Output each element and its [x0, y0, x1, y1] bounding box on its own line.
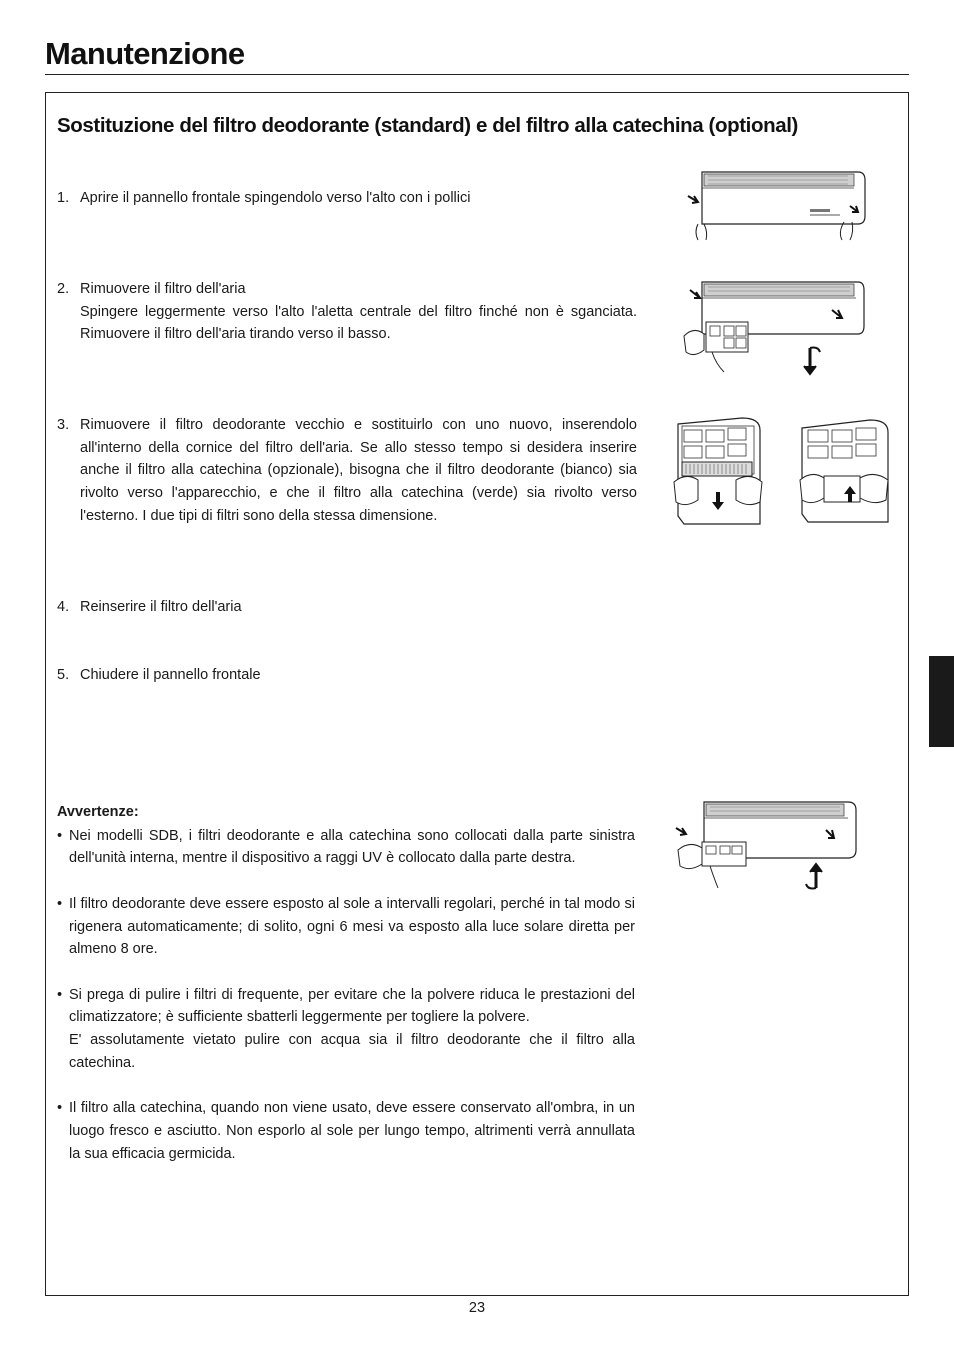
title-rule [45, 74, 909, 75]
step-text: Aprire il pannello frontale spingendolo verso l'alto con i pollici [80, 190, 471, 206]
warning-text: Si prega di pulire i filtri di frequente, per evitare che la polvere riduca le prestazioni del climatizzatore; è sufficiente sbatterli leggermente per togliere la polvere. [69, 986, 635, 1026]
step-number: 5. [57, 667, 70, 683]
figure-filter-insert-up [798, 418, 894, 528]
step-lead: Rimuovere il filtro deodorante vecchio e sostituirlo con uno nuovo, [80, 417, 553, 433]
warning-extra-text: E' assolutamente vietato pulire con acqua sia il filtro deodorante che il filtro alla catechina. [69, 1032, 635, 1071]
step-text: Reinserire il filtro dell'aria [80, 599, 242, 615]
step-3 [57, 414, 637, 528]
step-1 [57, 187, 637, 210]
filter-frame-illustration [672, 416, 772, 528]
figure-open-panel [668, 166, 868, 242]
step-text: Spingere leggermente verso l'alto l'aletta centrale del filtro finché non è sganciata. Rimuovere il filtro dell'aria tirando verso il basso. [80, 303, 637, 343]
step-number: 3. [57, 417, 70, 433]
filter-frame-illustration [798, 418, 894, 528]
bullet: • [57, 1100, 63, 1117]
figure-filter-insert-down [672, 416, 772, 528]
air-conditioner-illustration [668, 166, 868, 242]
figure-warnings [670, 798, 860, 894]
air-conditioner-filter-reinsert-illustration [670, 798, 860, 894]
step-number: 4. [57, 599, 70, 615]
warning-item [57, 1097, 635, 1165]
page-title: Manutenzione [45, 36, 245, 71]
warning-text: Nei modelli SDB, i filtri deodorante e alla catechina sono collocati dalla parte sinistra dell'unità interna, mentre il dispositivo a raggi UV è collocato dalla parte destra. [69, 827, 635, 867]
step-text: Chiudere il pannello frontale [80, 667, 261, 683]
figure-remove-filter [672, 278, 868, 378]
step-4 [57, 596, 637, 619]
warnings-title: Avvertenze: [57, 804, 139, 820]
step-5 [57, 664, 637, 687]
step-number: 1. [57, 190, 70, 206]
step-number: 2. [57, 281, 70, 297]
page-number: 23 [468, 1300, 486, 1316]
warning-text: Il filtro alla catechina, quando non viene usato, deve essere conservato all'ombra, in un luogo fresco e asciutto. Non esporlo al sole per lungo tempo, altrimenti verrà annullata la sua efficacia germicida. [69, 1100, 635, 1162]
step-2 [57, 278, 637, 346]
warning-item [57, 984, 635, 1075]
section-tab-marker [929, 656, 954, 747]
air-conditioner-filter-illustration [672, 278, 868, 378]
bullet: • [57, 986, 63, 1003]
warnings-block [57, 801, 635, 1188]
warning-item [57, 893, 635, 961]
section-heading: Sostituzione del filtro deodorante (standard) e del filtro alla catechina (optional) [57, 114, 798, 137]
bullet: • [57, 827, 63, 844]
bullet: • [57, 895, 63, 912]
warning-text: Il filtro deodorante deve essere esposto al sole a intervalli regolari, perché in tal modo si rigenera automaticamente; di solito, ogni 6 mesi va esposto alla luce solare diretta per almeno 8 ore. [69, 895, 635, 958]
warning-item [57, 825, 635, 870]
step-lead: Rimuovere il filtro dell'aria [80, 281, 246, 297]
step-text: inserendolo all'interno della cornice del filtro dell'aria. Se allo stesso tempo si desidera inserire anche il filtro alla catechina (opzionale), bisogna che il filtro deodorante (bianco) sia rivolto verso l'apparecchio, e che il filtro alla catechina (verde) sia rivolto verso l'esterno. I due tipi di filtri sono della stessa dimensione. [80, 417, 637, 524]
